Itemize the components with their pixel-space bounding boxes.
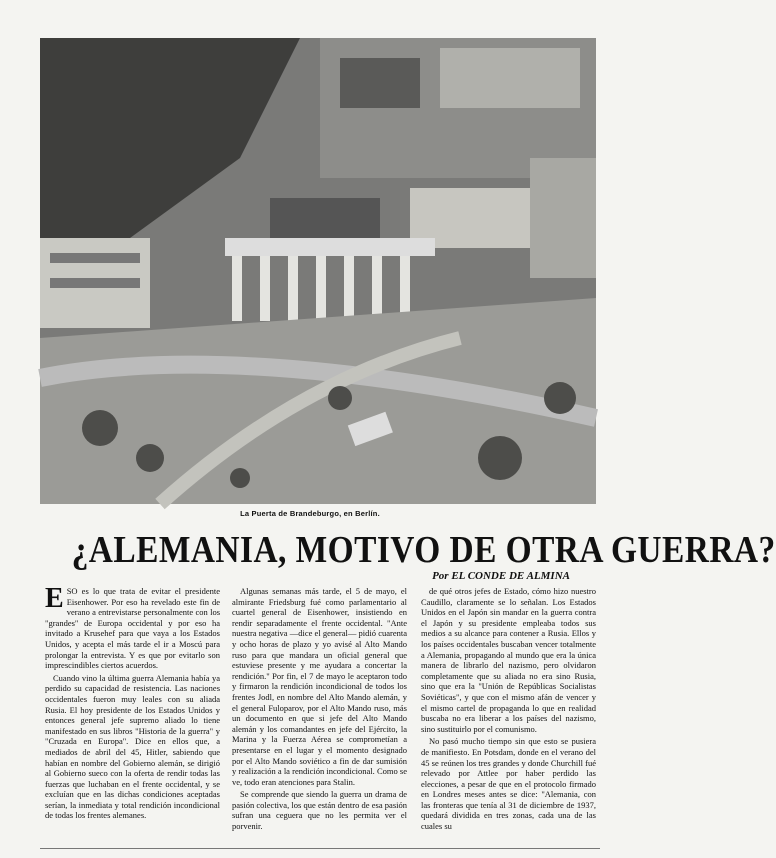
aerial-photo-brandenburg-gate <box>40 38 596 504</box>
paragraph: Se comprende que siendo la guerra un drama de pasión colectiva, los que están dentro de esa pasión sufran una ceguera que no les permita ver el porvenir. <box>232 789 407 832</box>
photo-caption: La Puerta de Brandeburgo, en Berlín. <box>240 509 380 518</box>
paragraph: Algunas semanas más tarde, el 5 de mayo, el almirante Friedsburg fué como parlamentario al cuartel general de Eisenhower, insistiendo en rendir separadamente el frente occidental. "Ante nuestra negativa —dice el general— pidió cuarenta y ocho horas de plazo y yo avisé al Alto Mando ruso para que mandara un oficial general que estuviese presente y me ayudara a concertar la rendición." Por fin, el 7 de mayo le aceptaron todo y firmaron la rendición incondicional de todos los frentes Jodl, en nombre del Alto Mando alemán, y el general Fuloparov, por el Alto Mando ruso, más un documento en que si jefe del Alto Mando alemán y los comandantes en jefe del Ejército, la Marina y la Fuerza Aérea se comprometían a presentarse en el lugar y el momento designado por el Alto Mando soviético a fin de dar sumisión y realización a la rendición incondicional. Como se ve, todo eran atenciones para Stalin. <box>232 586 407 787</box>
article-column-2 <box>232 586 407 832</box>
paragraph: Cuando vino la última guerra Alemania había ya perdido su capacidad de resistencia. Las naciones occidentales fueron muy leales con su aliada Rusia. El hoy presidente de los Estados Unidos y entonces general jefe supremo aliado lo tiene manifestado en sus libros "Historia de la guerra" y "Cruzada en Europa". Dice en ellos que, a mediados de abril del 45, Hitler, sabiendo que habían en nombre del Gobierno alemán, se dirigió al Gobierno sueco con la oferta de rendir todas las fuerzas que luchaban en el frente occidental, y se excluían que en las dichas condiciones aceptadas serían, la inmediata y total rendición incondicional de todas los frentes alemanes. <box>45 672 220 821</box>
article-byline: Por EL CONDE DE ALMINA <box>432 570 570 582</box>
page-bottom-rule <box>40 848 600 849</box>
article-column-3 <box>421 586 596 832</box>
paragraph: de qué otros jefes de Estado, cómo hizo nuestro Caudillo, claramente se lo señalan. Los Estados Unidos en el Japón sin mandar en la guerra contra el Japón y su presidente empleaba todos sus medios a su alcance para contener a Rusia. Ellos y los países occidentales buscaban vencer totalmente a Alemania, propagando al mundo que era la única manera de librarlo del nazismo, pero olvidaron completamente que su aliada no era sino Rusia, sino que era la "Unión de Repúblicas Socialistas Soviéticas", y que con el mismo afán de vencer y el mismo cartel de propaganda lo que en realidad buscaba no era liberar a los países del nazismo, sino sustituirlo por el comunismo. <box>421 586 596 734</box>
paragraph: ESO es lo que trata de evitar el presidente Eisenhower. Por eso ha revelado este fin de verano a entrevistarse personalmente con los "grandes" de Europa occidental y por eso ha invitado a Krusehef para que vaya a los Estados Unidos, y acepta el más tarde el ir a Moscú para prolongar la entrevista. Y es que por evitarlo son imprescindibles ciertos acuerdos. <box>45 583 220 671</box>
aerial-photo-icon <box>40 38 596 504</box>
paragraph: No pasó mucho tiempo sin que esto se pusiera de manifiesto. En Potsdam, donde en el verano del 45 se reúnen los tres grandes y donde Churchill fué relevado por Attlee por haber perdido las elecciones, a pesar de que en el protocolo firmado en Londres meses antes se dice: "Alemania, con las fronteras que tenía al 31 de diciembre de 1937, quedará dividida en tres zonas, cada una de las cuales su <box>421 736 596 832</box>
article-column-1 <box>45 583 220 821</box>
article-headline: ¿ALEMANIA, MOTIVO DE OTRA GUERRA? <box>71 529 776 571</box>
drop-cap: E <box>45 583 64 614</box>
